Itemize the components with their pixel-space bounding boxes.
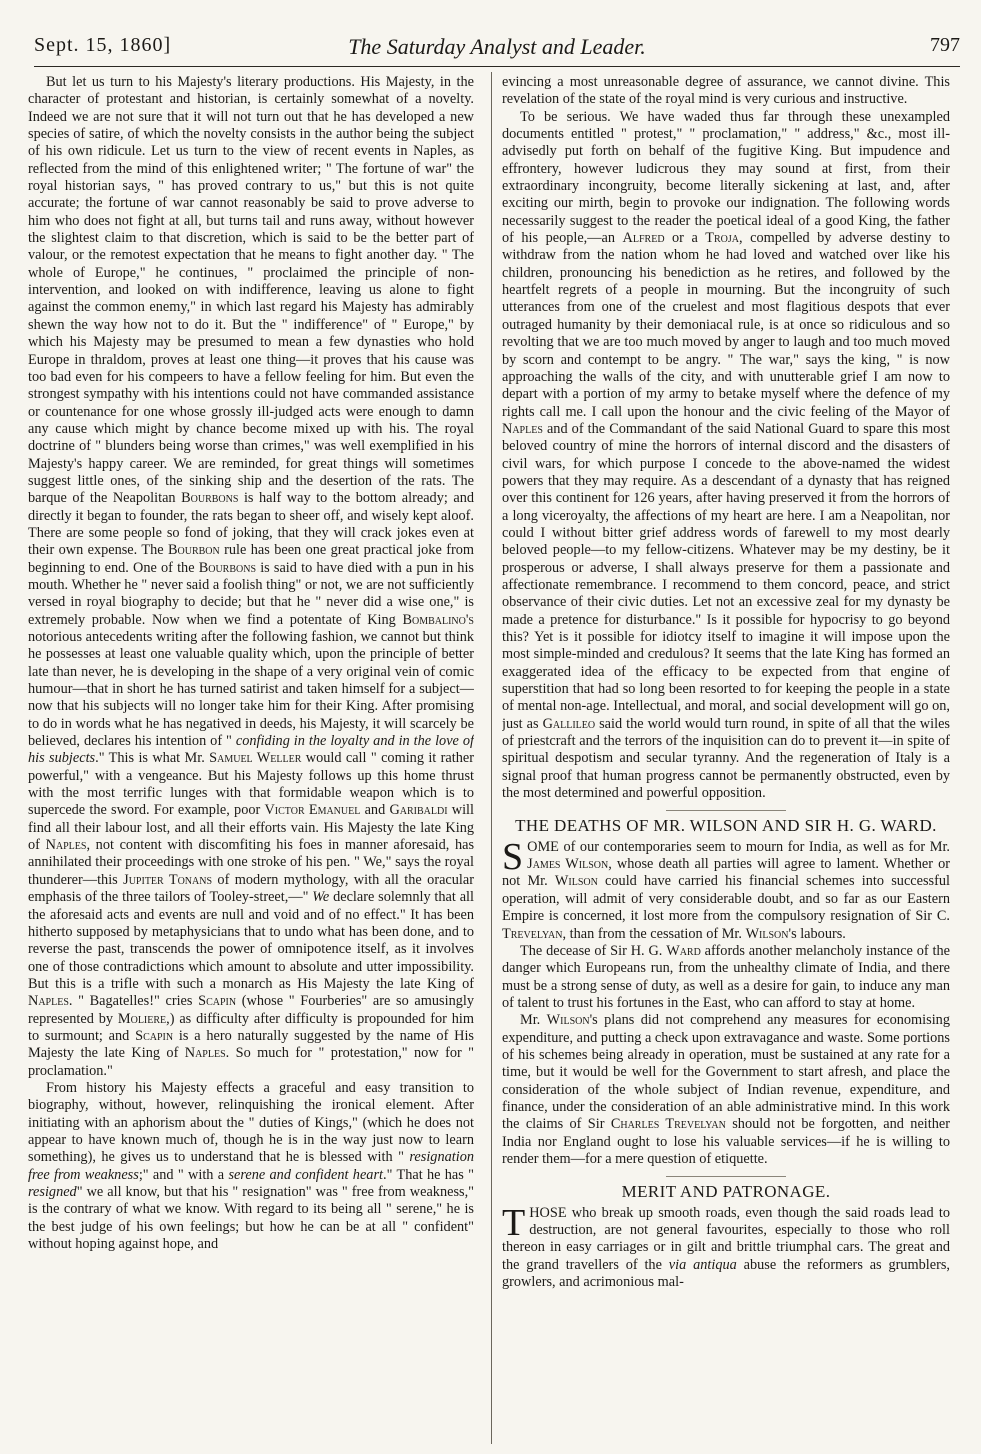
- page-number: 797: [930, 34, 960, 56]
- body-paragraph: evincing a most unreasonable degree of assurance, we cannot divine. This revelation of the state of the royal mind is very curious and instructive.: [502, 74, 950, 108]
- drop-cap: S: [502, 835, 524, 878]
- article-title-deaths: THE DEATHS OF MR. WILSON AND SIR H. G. WARD.: [515, 816, 937, 836]
- right-column: [502, 74, 950, 1444]
- body-paragraph: From history his Majesty effects a graceful and easy transition to biography, without, however, relinquishing the ironical element. After initiating with an aphorism about the " duties of Kings," (which he does not appear to have known much of, though he is in the way just now to learn something), he gives us to understand that he is blessed with " resignation free from weakness;" and " with a serene and confident heart." That he has " resigned" we all know, but that his " resignation" was " free from weakness," is the contrary of what we know. With regard to its being all " serene," he is the best judge of his own feelings; but how he can be at all " confident" without hoping against hope, and: [28, 1079, 474, 1253]
- section-rule: [666, 810, 786, 811]
- running-header: [34, 32, 960, 67]
- body-paragraph: To be serious. We have waded thus far through these unexampled documents entitled " protest," " proclamation," " address," &c., most ill-advisedly put forth on behalf of the fugitive King. But impudence and effrontery, however ludicrous they may sound at first, from their extraordinary incongruity, become literally sickening at last, and, after exciting our mirth, begin to provoke our indignation. The following words necessarily suggest to the reader the poetical ideal of a good King, the father of his people,—an Alfred or a Troja, compelled by adverse destiny to withdraw from the nation whom he had loved and watched over like his children, pronouncing his benediction as he retires, and followed by the heartfelt regrets of a people in mourning. But the incongruity of such utterances from one of the cruelest and most flagitious despots that ever outraged humanity by their demoniacal rule, is at once so ridiculous and so revolting that we are too much moved by anger to laugh and too much moved by scorn and contempt to be angry. " The war," says the king, " is now approaching the walls of the city, and with unutterable grief I am now to depart with a portion of my army to betake myself where the defence of my rights call me. I call upon the honour and the civic feeling of the Mayor of Naples and of the Commandant of the said National Guard to spare this most beloved country of mine the horrors of internal discord and the disasters of civil wars, for which purpose I concede to the above-named the widest powers that they may require. As a descendant of a dynasty that has reigned over this continent for 126 years, after having preserved it from the horrors of a long viceroyalty, the affections of my heart are here. I am a Neapolitan, nor could I without bitter grief address words of farewell to my most dearly beloved people—to my fellow-citizens. Whatever may be my destiny, be it prosperous or adverse, I shall always preserve for them a passionate and affectionate remembrance. I recommend to them concord, peace, and strict observance of their civic duties. Let not an excessive zeal for my dynasty be made a pretence for disturbance." Is it possible for hypocrisy to go beyond this? Yet is it possible for idiotcy itself to imagine it will impose upon the most simple-minded and credulous? It seems that the late King has formed an exaggerated idea of the efficacy to be expected from that engine of superstition that had so long been resorted to for keeping the people in a state of mental non-age. Intellectual, and moral, and social development will go on, just as Gallileo said the world would turn round, in spite of all that the wiles of priestcraft and the terrors of the inquisition can do to prevent it—in spite of spiritual despotism and secular tyranny. And the regeneration of Italy is a signal proof that human progress cannot be permanently obstructed, even by the most determined and powerful opposition.: [502, 108, 950, 802]
- column-divider: [491, 72, 492, 1444]
- body-paragraph: SOME of our contemporaries seem to mourn for India, as well as for Mr. James Wilson, whose death all parties will agree to lament. Whether or not Mr. Wilson could have carried his financial schemes into successful operation, will admit of very considerable doubt, and so far as our Eastern Empire is concerned, it lost more from the compulsory resignation of Sir C. Trevelyan, than from the cessation of Mr. Wilson's labours.: [502, 835, 950, 942]
- body-paragraph: Mr. Wilson's plans did not comprehend any measures for economising expenditure, and putting a check upon extravagance and waste. Some portions of his schemes being already in operation, must be sustained at any rate for a time, but it would be well for the Government to start afresh, and place the consideration of the whole subject of Indian revenue, expenditure, and finance, under the consideration of an able administrative mind. In this work the claims of Sir Charles Trevelyan should not be forgotten, and neither India nor England ought to lose his valuable services—if he is willing to render them—for a mere question of etiquette.: [502, 1012, 950, 1167]
- section-rule: [666, 1176, 786, 1177]
- left-column: [28, 74, 474, 1444]
- issue-date: Sept. 15, 1860]: [34, 34, 172, 56]
- body-paragraph: The decease of Sir H. G. Ward affords another melancholy instance of the danger which Europeans run, from the unhealthy climate of India, and there must be a strong sense of duty, as well as a desire for gain, to induce any man of talent to trust his fortunes in the East, who can afford to stay at home.: [502, 942, 950, 1011]
- article-title-merit: MERIT AND PATRONAGE.: [621, 1182, 831, 1202]
- publication-title: The Saturday Analyst and Leader.: [348, 34, 646, 59]
- body-paragraph: But let us turn to his Majesty's literary productions. His Majesty, in the character of protestant and historian, is certainly somewhat of a novelty. Indeed we are not sure that it will not turn out that he has developed a new species of satire, of which the novelty consists in the author being the subject of his own ridicule. Let us turn to the view of recent events in Naples, as reflected from the mind of this enlightened writer; " The fortune of war" the royal historian says, " has proved contrary to us," but this is not quite accurate; the fortune of war cannot reasonably be said to prove adverse to him who does not fight at all, but turns tail and runs away, without however the slightest claim to that discretion, which is said to be the better part of valour, or the remotest expectation that he means to fight another day. " The whole of Europe," he continues, " proclaimed the principle of non-intervention, and looked on with indifference, leaving us alone to fight against the common enemy," in which last regard his Majesty has admirably shewn the way how not to do it. But the " indifference" of " Europe," by which his Majesty may be presumed to mean a few dynasties who hold Europe in thraldom, proves at least one thing—it proves that his cause was too bad even for his compeers to have a fellow feeling for him. But even the strongest sympathy with his intentions could not have commanded assistance or countenance for one whose grossly ill-judged acts were enough to damn any cause which might by chance become mixed up with his. The royal doctrine of " blunders being worse than crimes," was well exemplified in his Majesty's happy career. We are reminded, for great things will sometimes suggest little ones, of the sinking ship and the desertion of the rats. The barque of the Neapolitan Bourbons is half way to the bottom already; and directly it began to founder, the rats began to sheer off, and wisely kept aloof. There are some people so fond of joking, that they will crack jokes even at their own expense. The Bourbon rule has been one great practical joke from beginning to end. One of the Bourbons is said to have died with a pun in his mouth. Whether he " never said a foolish thing" or not, we are not sufficiently versed in royal biography to decide; but that he " never did a wise one," is extremely probable. Now when we find a potentate of King Bombalino's notorious antecedents writing after the following fashion, we cannot but think he possesses at least one valuable quality which, upon the principle of better late than never, he is developing in the shape of a very original vein of comic humour—that in short he has turned satirist and taken himself for a subject—now that his subjects will no longer take him for their King. After promising to do in words what he has negatived in deeds, his Majesty, it will scarcely be believed, declares his intention of " confiding in the loyalty and in the love of his subjects." This is what Mr. Samuel Weller would call " coming it rather powerful," with a vengeance. But his Majesty follows up this home thrust with the most terrific lunges with that formidable weapon which is to supercede the sword. For example, poor Victor Emanuel and Garibaldi will find all their labour lost, and all their efforts vain. His Majesty the late King of Naples, not content with discomfiting his foes in manner aforesaid, has annihilated their proceedings with one stroke of his pen. " We," says the royal thunderer—this Jupiter Tonans of modern mythology, with all the oracular emphasis of the three tailors of Tooley-street,—" We declare solemnly that all the aforesaid acts and events are null and void and of no effect." It has been hitherto supposed by metaphysicians that to undo what has been done, and to reverse the past, transcends the power of omnipotence itself, as it involves one of those contradictions which amount to absolute and utter impossibility. But this is a trifle with such a monarch as His Majesty the late King of Naples. " Bagatelles!" cries Scapin (whose " Fourberies" are so amusingly represented by Moliere,) as difficulty after difficulty is propounded for him to surmount; and Scapin is a hero naturally suggested by the name of His Majesty the late King of Naples. So much for " protestation," now for " proclamation.": [28, 74, 474, 1079]
- body-paragraph: THOSE who break up smooth roads, even though the said roads lead to destruction, are not general favourites, especially to those who roll thereon in easy carriages or in gilt and brittle triumphal cars. The great and the grand travellers of the via antiqua abuse the reformers as grumblers, growlers, and acrimonious mal-: [502, 1201, 950, 1291]
- drop-cap: T: [502, 1201, 526, 1244]
